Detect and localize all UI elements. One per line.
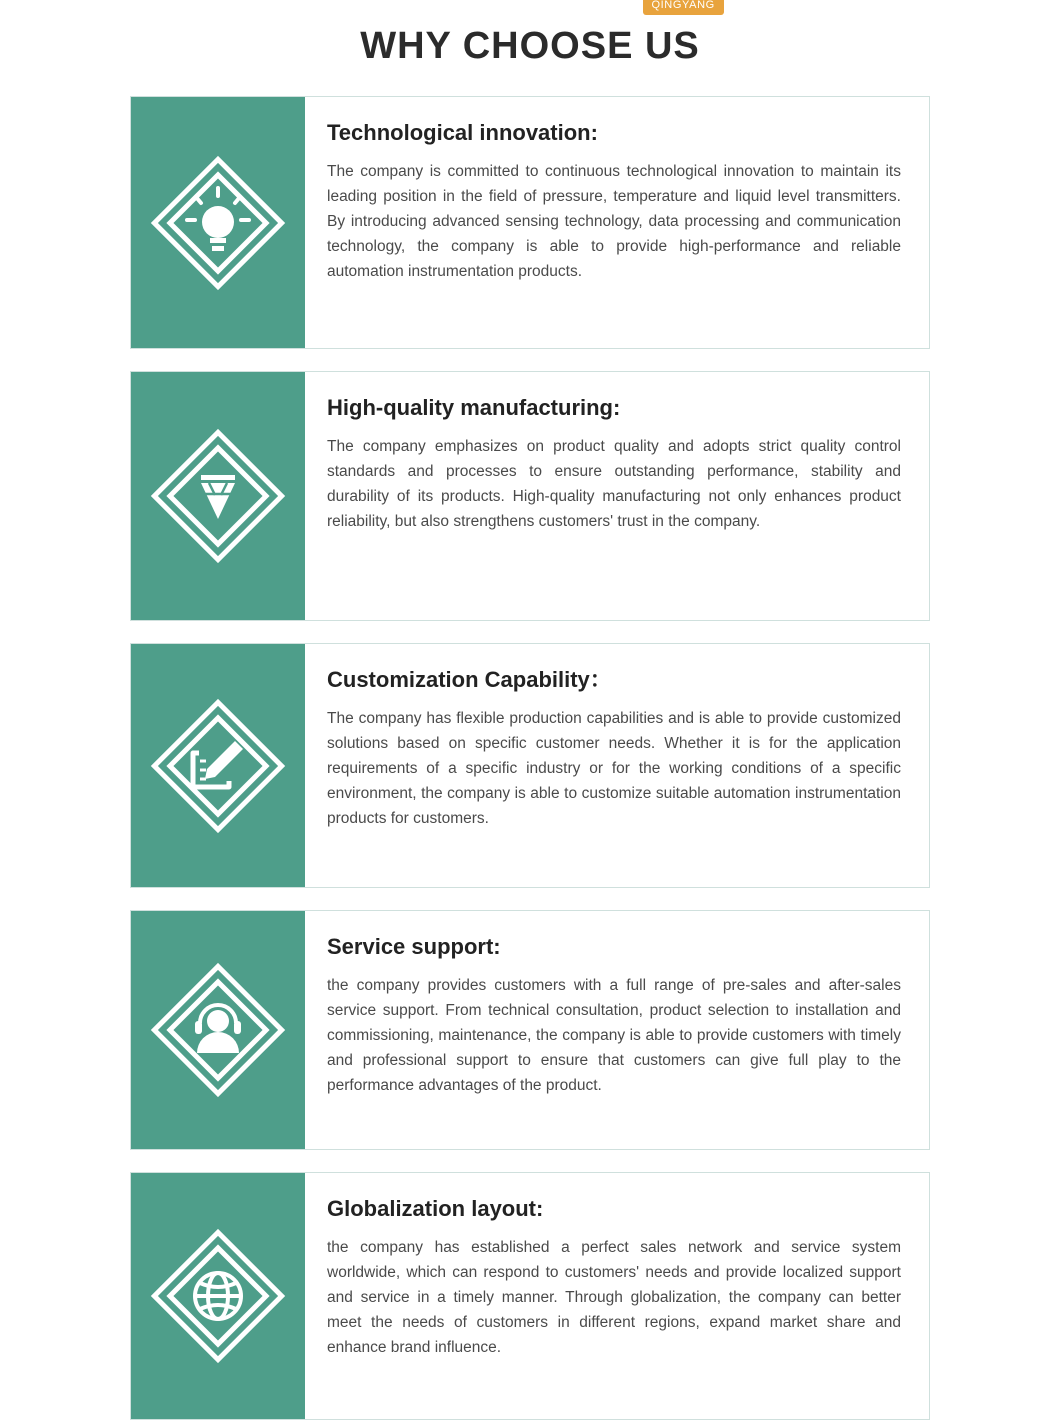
brand-badge: QINGYANG [643,0,724,15]
pencil-ruler-icon [143,691,293,841]
feature-card [130,96,930,349]
card-heading: Globalization layout: [327,1196,544,1221]
title-wrap [360,0,715,68]
feature-card [130,371,930,621]
globe-icon [143,1221,293,1371]
card-text: The company is committed to continuous technological innovation to maintain its leading position in the field of pressure, temperature and liquid level transmitters. By introducing advanced sensing technology, data processing and communication technology, the company is able to provide high-performance and reliable automation instrumentation products. [327,162,901,280]
card-text: The company emphasizes on product quality and adopts strict quality control standards and processes to ensure outstanding performance, stability and durability of its products. High-quality manufacturing not only enhances product reliability, but also strengthens customers' trust in the company. [327,437,901,530]
feature-card [130,1172,930,1420]
card-icon-panel [131,911,305,1149]
feature-card [130,910,930,1150]
feature-card-list [130,92,930,1420]
feature-card [130,643,930,888]
diamond-icon [143,421,293,571]
card-text: the company provides customers with a full range of pre-sales and after-sales service support. From technical consultation, product selection to installation and commissioning, maintenance, the company is able to provide customers with timely and professional support to ensure that customers can give full play to the performance advantages of the product. [327,976,901,1094]
card-body [305,1173,929,1419]
card-icon-panel [131,97,305,348]
card-icon-panel [131,1173,305,1419]
card-text: the company has established a perfect sales network and service system worldwide, which can respond to customers' needs and provide localized support and service in a timely manner. Through globalization, the company can better meet the needs of customers in different regions, expand market share and enhance brand influence. [327,1238,901,1356]
card-heading: Customization Capability： [327,667,612,692]
card-body [305,97,929,348]
card-body [305,911,929,1149]
page-title: WHY CHOOSE US [360,25,700,67]
card-heading: High-quality manufacturing: [327,395,621,420]
card-heading: Service support: [327,934,501,959]
card-icon-panel [131,372,305,620]
card-body [305,644,929,887]
lightbulb-icon [143,148,293,298]
card-text: The company has flexible production capabilities and is able to provide customized solutions based on specific customer needs. Whether it is for the application requirements of a specific industry or for the working conditions of a specific environment, the company is able to customize suitable automation instrumentation products for customers. [327,709,901,827]
headset-support-icon [143,955,293,1105]
card-icon-panel [131,644,305,887]
card-heading: Technological innovation: [327,120,598,145]
card-body [305,372,929,620]
page-header [0,0,1060,92]
